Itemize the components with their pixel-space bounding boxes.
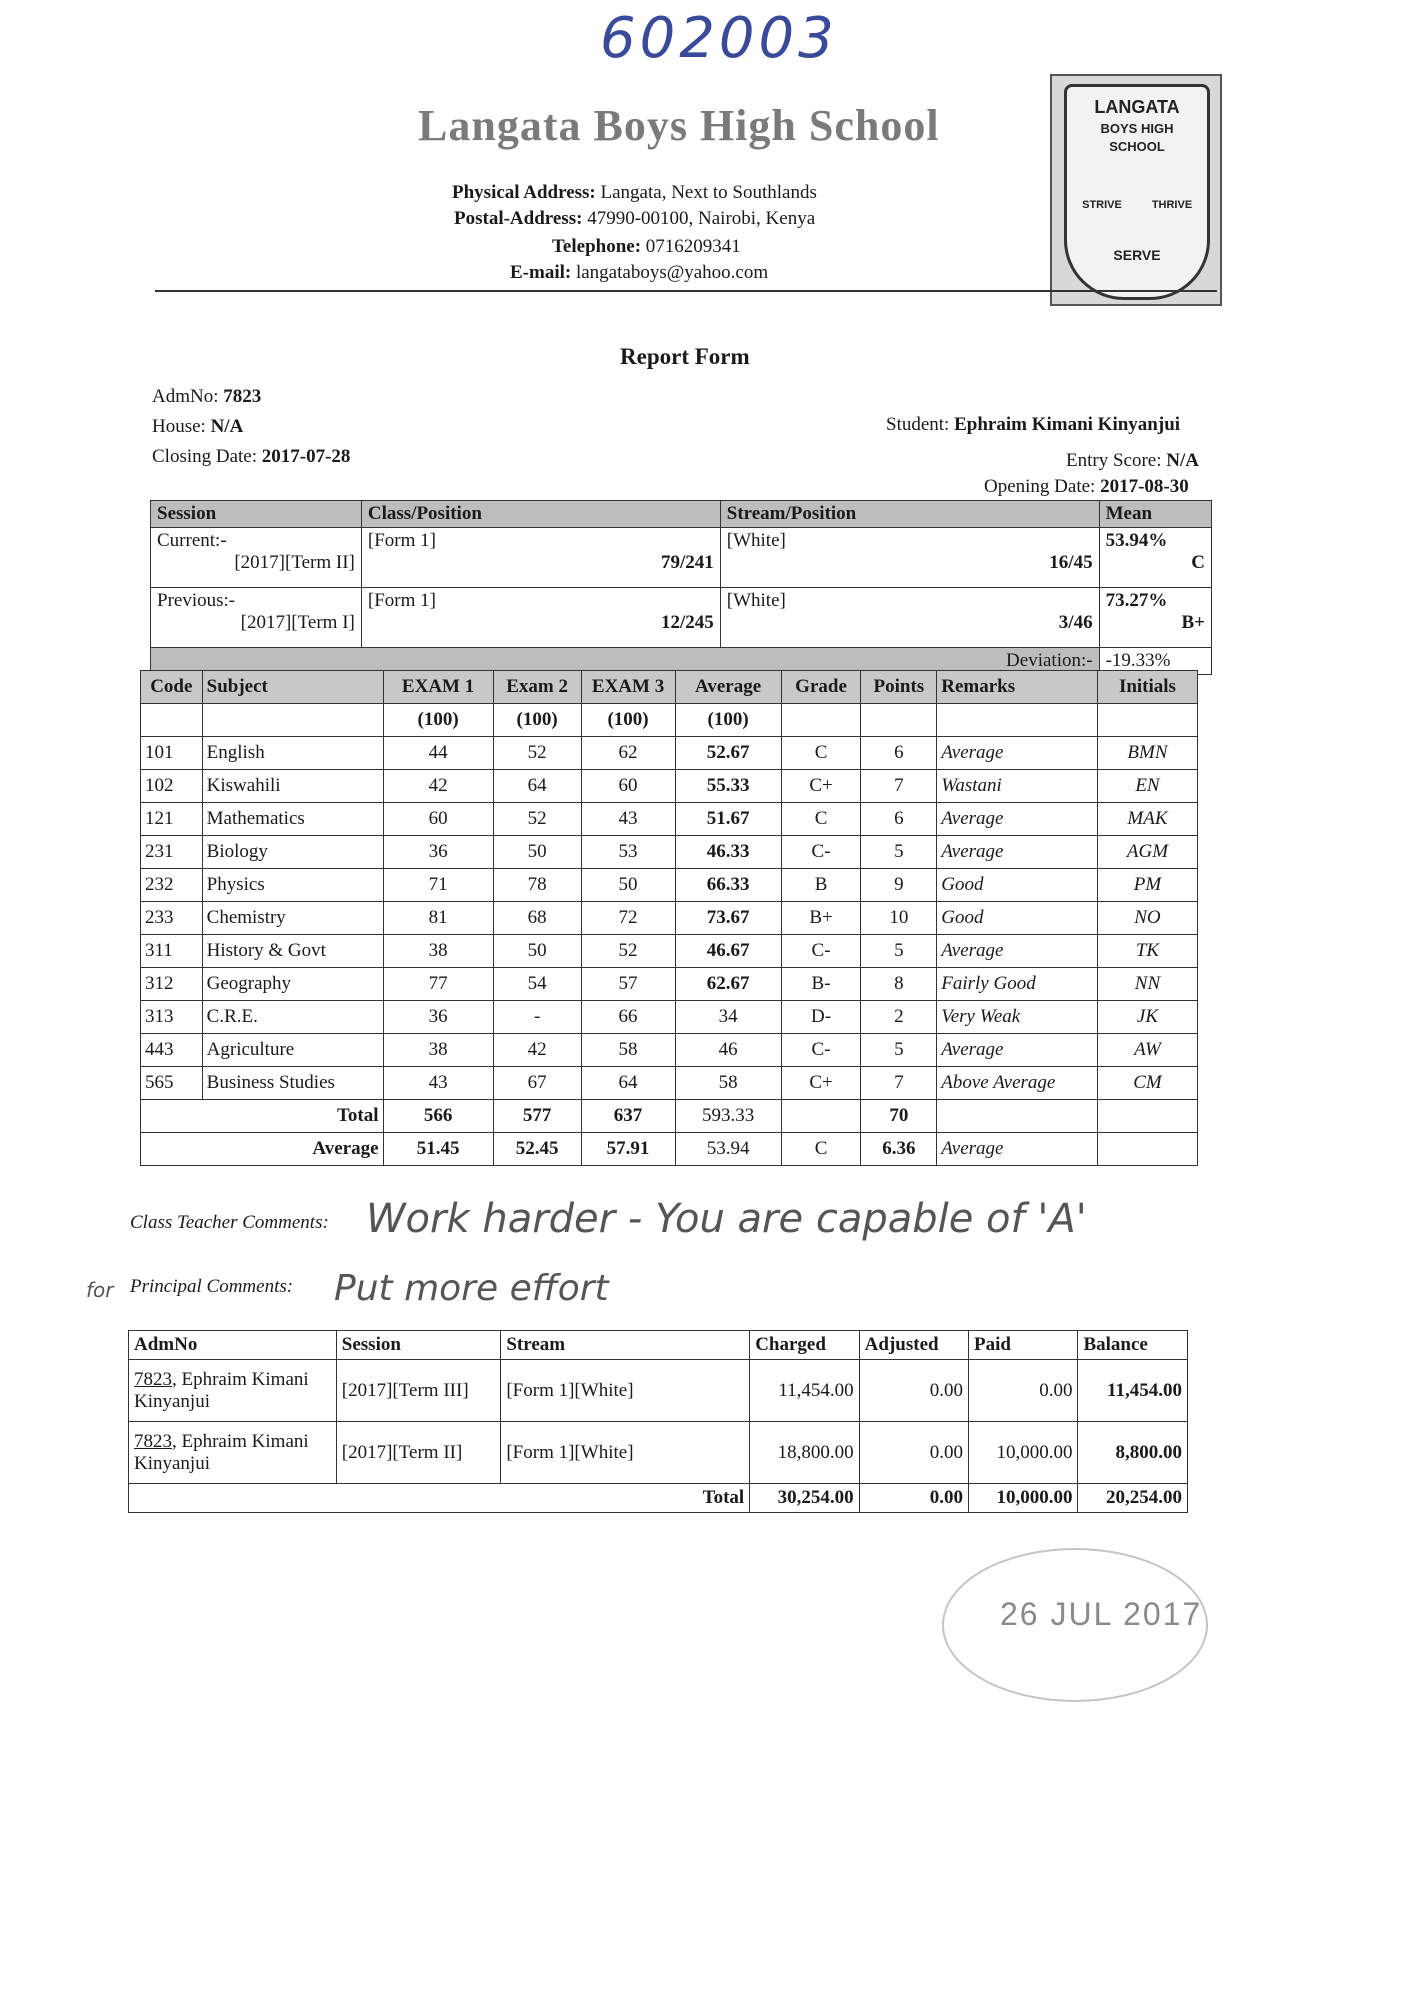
grade: C [781, 803, 861, 836]
class-cell [361, 588, 720, 648]
grade: C- [781, 1034, 861, 1067]
grade: B- [781, 968, 861, 1001]
average-remarks: Average [937, 1133, 1098, 1166]
grade: B [781, 869, 861, 902]
teacher-initials: TK [1097, 935, 1197, 968]
total-row [141, 1100, 1198, 1133]
telephone: Telephone: 0716209341 [552, 236, 741, 257]
principal-comment: Put more effort [334, 1268, 609, 1309]
teacher-initials: NN [1097, 968, 1197, 1001]
average-score: 46 [675, 1034, 781, 1067]
fees-header-row [129, 1331, 1188, 1360]
fees-total-charged: 30,254.00 [750, 1484, 859, 1513]
mean-cell [1099, 528, 1211, 588]
remarks: Average [937, 737, 1098, 770]
grade: C- [781, 836, 861, 869]
max-score: (100) [675, 704, 781, 737]
mean-grade: B+ [1181, 612, 1205, 633]
header-exam3: EXAM 3 [581, 671, 675, 704]
subject-code: 231 [141, 836, 203, 869]
opening-date: Opening Date: 2017-08-30 [984, 476, 1189, 497]
max-score: (100) [581, 704, 675, 737]
average-score: 73.67 [675, 902, 781, 935]
session-header-row [151, 501, 1212, 528]
teacher-initials: BMN [1097, 737, 1197, 770]
exam1-score: 77 [383, 968, 493, 1001]
stream-cell [720, 588, 1099, 648]
fees-total-adjusted: 0.00 [859, 1484, 968, 1513]
subject-name: Business Studies [202, 1067, 383, 1100]
fees-stream: [Form 1][White] [501, 1360, 750, 1422]
empty-cell [1097, 1100, 1197, 1133]
session-term: [2017][Term I] [240, 612, 355, 633]
class-teacher-comment: Work harder - You are capable of 'A' [366, 1196, 1087, 1242]
subject-code: 565 [141, 1067, 203, 1100]
subject-name: Physics [202, 869, 383, 902]
empty-cell [202, 704, 383, 737]
subject-code: 312 [141, 968, 203, 1001]
stamp-date: 26 JUL 2017 [1000, 1596, 1203, 1632]
exam1-score: 43 [383, 1067, 493, 1100]
teacher-initials: NO [1097, 902, 1197, 935]
exam1-score: 71 [383, 869, 493, 902]
exam1-score: 38 [383, 1034, 493, 1067]
subject-row [141, 968, 1198, 1001]
mean-grade: C [1191, 552, 1205, 573]
subject-name: Biology [202, 836, 383, 869]
exam3-score: 58 [581, 1034, 675, 1067]
exam3-score: 72 [581, 902, 675, 935]
admission-number: AdmNo: 7823 [152, 386, 262, 407]
exam2-score: 68 [493, 902, 581, 935]
exam2-score: - [493, 1001, 581, 1034]
header-paid: Paid [969, 1331, 1078, 1360]
deviation-label: Deviation:- [151, 648, 1100, 675]
teacher-initials: AGM [1097, 836, 1197, 869]
exam3-score: 66 [581, 1001, 675, 1034]
exam1-score: 81 [383, 902, 493, 935]
average-score: 58 [675, 1067, 781, 1100]
grade: D- [781, 1001, 861, 1034]
subject-code: 233 [141, 902, 203, 935]
exam2-score: 52 [493, 803, 581, 836]
fees-balance: 8,800.00 [1078, 1422, 1188, 1484]
empty-cell [861, 704, 937, 737]
teacher-initials: AW [1097, 1034, 1197, 1067]
remarks: Very Weak [937, 1001, 1098, 1034]
student-name: , Ephraim Kimani Kinyanjui [134, 1430, 309, 1474]
header-exam1: EXAM 1 [383, 671, 493, 704]
header-divider [155, 290, 1217, 292]
total-average: 593.33 [675, 1100, 781, 1133]
student-name: , Ephraim Kimani Kinyanjui [134, 1368, 309, 1412]
handwritten-reference-number: 602003 [600, 6, 838, 71]
fees-balance: 11,454.00 [1078, 1360, 1188, 1422]
subject-code: 232 [141, 869, 203, 902]
session-row-current [151, 528, 1212, 588]
points: 6 [861, 737, 937, 770]
principal-prefix: for [86, 1278, 114, 1302]
session-cell [151, 528, 362, 588]
header-initials: Initials [1097, 671, 1197, 704]
class-position: 12/245 [660, 612, 714, 633]
fees-admno-cell [129, 1360, 337, 1422]
exam3-score: 64 [581, 1067, 675, 1100]
header-average: Average [675, 671, 781, 704]
subject-name: History & Govt [202, 935, 383, 968]
remarks: Average [937, 803, 1098, 836]
average-score: 46.33 [675, 836, 781, 869]
total-exam3: 637 [581, 1100, 675, 1133]
total-points: 70 [861, 1100, 937, 1133]
header-grade: Grade [781, 671, 861, 704]
exam2-score: 42 [493, 1034, 581, 1067]
grade: C+ [781, 1067, 861, 1100]
crest-text: THRIVE [1151, 199, 1193, 211]
average-points: 6.36 [861, 1133, 937, 1166]
exam3-score: 62 [581, 737, 675, 770]
total-exam2: 577 [493, 1100, 581, 1133]
total-label: Total [141, 1100, 384, 1133]
subject-code: 101 [141, 737, 203, 770]
session-label: Current:- [157, 530, 227, 551]
exam3-score: 57 [581, 968, 675, 1001]
grade: C+ [781, 770, 861, 803]
subject-name: Mathematics [202, 803, 383, 836]
entry-score: Entry Score: N/A [1066, 450, 1199, 471]
subject-name: Kiswahili [202, 770, 383, 803]
subject-row [141, 803, 1198, 836]
empty-cell [141, 704, 203, 737]
exam2-score: 64 [493, 770, 581, 803]
subject-code: 313 [141, 1001, 203, 1034]
teacher-initials: EN [1097, 770, 1197, 803]
empty-cell [1097, 704, 1197, 737]
max-score: (100) [493, 704, 581, 737]
class-value: [Form 1] [367, 530, 436, 551]
subject-name: Geography [202, 968, 383, 1001]
subject-row [141, 1001, 1198, 1034]
subject-row [141, 770, 1198, 803]
fees-charged: 18,800.00 [750, 1422, 859, 1484]
stream-value: [White] [726, 530, 786, 551]
points: 6 [861, 803, 937, 836]
crest-text: SERVE [1113, 247, 1161, 263]
exam2-score: 52 [493, 737, 581, 770]
class-position: 79/241 [660, 552, 714, 573]
principal-comments-label: Principal Comments: [130, 1276, 294, 1297]
admno-link[interactable]: 7823 [134, 1368, 172, 1390]
exam2-score: 54 [493, 968, 581, 1001]
class-cell [361, 528, 720, 588]
empty-cell [937, 1100, 1098, 1133]
header-points: Points [861, 671, 937, 704]
exam2-score: 78 [493, 869, 581, 902]
subject-code: 311 [141, 935, 203, 968]
average-score: 55.33 [675, 770, 781, 803]
teacher-initials: JK [1097, 1001, 1197, 1034]
header-stream-position: Stream/Position [720, 501, 1099, 528]
mean-value: 73.27% [1105, 590, 1168, 611]
subject-code: 121 [141, 803, 203, 836]
closing-date: Closing Date: 2017-07-28 [152, 446, 351, 467]
admno-link[interactable]: 7823 [134, 1430, 172, 1452]
header-admno: AdmNo [129, 1331, 337, 1360]
exam3-score: 43 [581, 803, 675, 836]
header-stream: Stream [501, 1331, 750, 1360]
header-session: Session [336, 1331, 501, 1360]
exam1-score: 42 [383, 770, 493, 803]
exam1-score: 60 [383, 803, 493, 836]
session-label: Previous:- [157, 590, 236, 611]
subject-row [141, 1067, 1198, 1100]
max-score: (100) [383, 704, 493, 737]
fees-total-paid: 10,000.00 [969, 1484, 1078, 1513]
physical-address: Physical Address: Langata, Next to Southlands [452, 182, 817, 203]
class-teacher-comments-label: Class Teacher Comments: [130, 1212, 329, 1233]
mean-value: 53.94% [1105, 530, 1168, 551]
remarks: Above Average [937, 1067, 1098, 1100]
remarks: Fairly Good [937, 968, 1098, 1001]
header-exam2: Exam 2 [493, 671, 581, 704]
points: 5 [861, 935, 937, 968]
average-score: 51.67 [675, 803, 781, 836]
points: 5 [861, 1034, 937, 1067]
points: 8 [861, 968, 937, 1001]
marks-header-row [141, 671, 1198, 704]
exam2-score: 67 [493, 1067, 581, 1100]
points: 7 [861, 1067, 937, 1100]
stream-value: [White] [726, 590, 786, 611]
fees-admno-cell [129, 1422, 337, 1484]
grade: B+ [781, 902, 861, 935]
average-exam3: 57.91 [581, 1133, 675, 1166]
subject-name: Chemistry [202, 902, 383, 935]
fees-stream: [Form 1][White] [501, 1422, 750, 1484]
fees-row [129, 1422, 1188, 1484]
empty-cell [937, 704, 1098, 737]
postal-address: Postal-Address: 47990-00100, Nairobi, Kenya [454, 208, 816, 229]
fees-adjusted: 0.00 [859, 1422, 968, 1484]
average-average: 53.94 [675, 1133, 781, 1166]
stream-position: 16/45 [1049, 552, 1093, 573]
teacher-initials: PM [1097, 869, 1197, 902]
exam2-score: 50 [493, 836, 581, 869]
mean-cell [1099, 588, 1211, 648]
exam1-score: 38 [383, 935, 493, 968]
exam3-score: 52 [581, 935, 675, 968]
subject-row [141, 869, 1198, 902]
average-score: 34 [675, 1001, 781, 1034]
remarks: Average [937, 1034, 1098, 1067]
fees-session: [2017][Term II] [336, 1422, 501, 1484]
empty-cell [781, 1100, 861, 1133]
session-table [150, 500, 1212, 675]
points: 10 [861, 902, 937, 935]
fees-total-row [129, 1484, 1188, 1513]
subject-row [141, 737, 1198, 770]
remarks: Average [937, 935, 1098, 968]
crest-shield [1064, 84, 1210, 300]
header-subject: Subject [202, 671, 383, 704]
school-name: Langata Boys High School [418, 101, 940, 150]
header-session: Session [151, 501, 362, 528]
subject-row [141, 935, 1198, 968]
stream-cell [720, 528, 1099, 588]
exam3-score: 60 [581, 770, 675, 803]
points: 7 [861, 770, 937, 803]
subject-row [141, 902, 1198, 935]
grade: C- [781, 935, 861, 968]
stream-position: 3/46 [1058, 612, 1093, 633]
header-adjusted: Adjusted [859, 1331, 968, 1360]
fees-session: [2017][Term III] [336, 1360, 501, 1422]
class-value: [Form 1] [367, 590, 436, 611]
header-remarks: Remarks [937, 671, 1098, 704]
subject-name: C.R.E. [202, 1001, 383, 1034]
exam1-score: 36 [383, 836, 493, 869]
empty-cell [1097, 1133, 1197, 1166]
remarks: Wastani [937, 770, 1098, 803]
average-score: 52.67 [675, 737, 781, 770]
header-code: Code [141, 671, 203, 704]
fees-total-label: Total [129, 1484, 750, 1513]
fees-total-balance: 20,254.00 [1078, 1484, 1188, 1513]
form-title: Report Form [620, 344, 750, 369]
average-score: 66.33 [675, 869, 781, 902]
header-mean: Mean [1099, 501, 1211, 528]
subject-row [141, 1034, 1198, 1067]
teacher-initials: MAK [1097, 803, 1197, 836]
deviation-value: -19.33% [1099, 648, 1211, 675]
subject-row [141, 836, 1198, 869]
fees-paid: 10,000.00 [969, 1422, 1078, 1484]
house: House: N/A [152, 416, 244, 437]
average-grade: C [781, 1133, 861, 1166]
fees-paid: 0.00 [969, 1360, 1078, 1422]
crest-text: LANGATA [1094, 97, 1180, 117]
marks-table [140, 670, 1198, 1166]
student-name: Student: Ephraim Kimani Kinyanjui [886, 414, 1181, 435]
exam1-score: 44 [383, 737, 493, 770]
header-charged: Charged [750, 1331, 859, 1360]
subject-name: Agriculture [202, 1034, 383, 1067]
points: 2 [861, 1001, 937, 1034]
marks-rows [141, 737, 1198, 1166]
crest-text: BOYS HIGH [1100, 121, 1174, 136]
exam3-score: 50 [581, 869, 675, 902]
session-row-previous [151, 588, 1212, 648]
total-exam1: 566 [383, 1100, 493, 1133]
fees-row [129, 1360, 1188, 1422]
remarks: Good [937, 902, 1098, 935]
fees-charged: 11,454.00 [750, 1360, 859, 1422]
session-cell [151, 588, 362, 648]
exam2-score: 50 [493, 935, 581, 968]
teacher-initials: CM [1097, 1067, 1197, 1100]
subject-code: 443 [141, 1034, 203, 1067]
average-exam1: 51.45 [383, 1133, 493, 1166]
fees-table [128, 1330, 1188, 1513]
crest-text: SCHOOL [1109, 139, 1165, 154]
empty-cell [781, 704, 861, 737]
school-crest [1050, 74, 1222, 306]
marks-subheader-row [141, 704, 1198, 737]
points: 9 [861, 869, 937, 902]
header-class-position: Class/Position [361, 501, 720, 528]
remarks: Good [937, 869, 1098, 902]
remarks: Average [937, 836, 1098, 869]
average-row [141, 1133, 1198, 1166]
crest-text: STRIVE [1082, 199, 1122, 211]
exam1-score: 36 [383, 1001, 493, 1034]
fees-adjusted: 0.00 [859, 1360, 968, 1422]
session-term: [2017][Term II] [234, 552, 355, 573]
average-score: 62.67 [675, 968, 781, 1001]
average-label: Average [141, 1133, 384, 1166]
average-score: 46.67 [675, 935, 781, 968]
subject-code: 102 [141, 770, 203, 803]
header-balance: Balance [1078, 1331, 1188, 1360]
subject-name: English [202, 737, 383, 770]
email: E-mail: langataboys@yahoo.com [510, 262, 769, 283]
grade: C [781, 737, 861, 770]
average-exam2: 52.45 [493, 1133, 581, 1166]
exam3-score: 53 [581, 836, 675, 869]
points: 5 [861, 836, 937, 869]
